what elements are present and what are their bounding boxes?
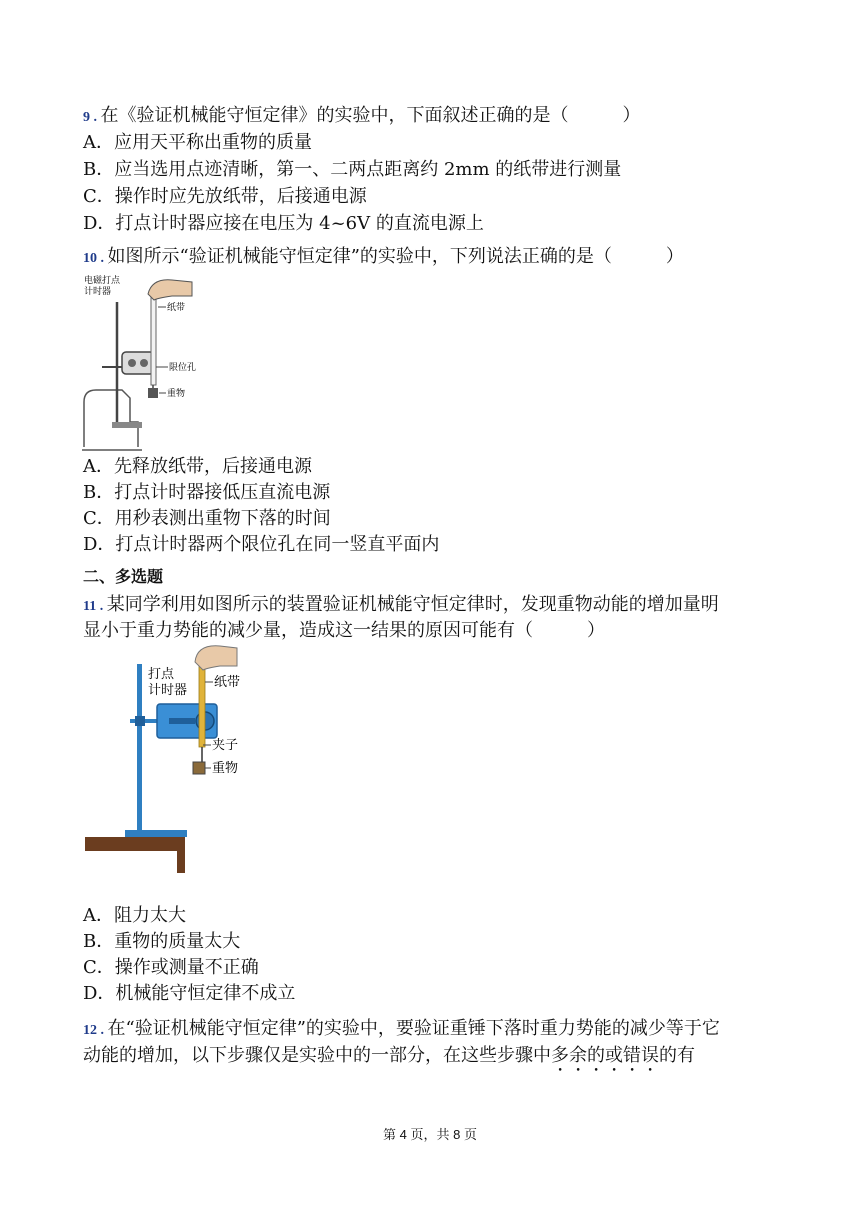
- q9-stem-text: 在《验证机械能守恒定律》的实验中，下面叙述正确的是（ ）: [100, 105, 641, 126]
- q11-label-tape: 纸带: [214, 674, 241, 689]
- q10-apparatus-figure: [82, 272, 197, 452]
- q11-option-a[interactable]: A．阻力太大: [83, 905, 186, 926]
- q11-stem-line2: 显小于重力势能的减少量，造成这一结果的原因可能有（ ）: [83, 620, 605, 641]
- q10-number: 10: [83, 251, 97, 266]
- q11-label-timer1: 打点: [148, 666, 175, 681]
- q12-stem-text-2b: 的有: [659, 1045, 695, 1066]
- q11-label-clip: 夹子: [212, 737, 239, 752]
- q11-number: 11: [83, 599, 97, 614]
- q10-label-limit-hole: 限位孔: [169, 362, 197, 372]
- q9-option-c[interactable]: C．操作时应先放纸带，后接通电源: [83, 186, 367, 207]
- q11-option-d[interactable]: D．机械能守恒定律不成立: [83, 983, 296, 1004]
- q10-label-timer2: 计时器: [84, 286, 112, 296]
- q10-stem-text: 如图所示“验证机械能守恒定律”的实验中，下列说法正确的是（ ）: [107, 246, 684, 267]
- q9-option-a[interactable]: A．应用天平称出重物的质量: [83, 132, 312, 153]
- q11-stem-text-1: 某同学利用如图所示的装置验证机械能守恒定律时，发现重物动能的增加量明: [106, 594, 719, 615]
- q10-label-tape: 纸带: [167, 302, 186, 312]
- q10-option-b[interactable]: B．打点计时器接低压直流电源: [83, 482, 331, 503]
- q10-stem: 10 . 如图所示“验证机械能守恒定律”的实验中，下列说法正确的是（ ）: [83, 246, 684, 267]
- q9-option-d[interactable]: D．打点计时器应接在电压为 4~6V 的直流电源上: [83, 213, 484, 234]
- q12-stem-text-2a: 动能的增加，以下步骤仅是实验中的一部分，在这些步骤中: [83, 1045, 551, 1066]
- q12-number: 12: [83, 1023, 97, 1038]
- q11-option-c[interactable]: C．操作或测量不正确: [83, 957, 259, 978]
- q10-option-d[interactable]: D．打点计时器两个限位孔在同一竖直平面内: [83, 534, 440, 555]
- q12-stem-text-1: 在“验证机械能守恒定律”的实验中，要验证重锤下落时重力势能的减少等于它: [107, 1018, 720, 1039]
- q10-label-weight: 重物: [167, 388, 186, 398]
- page-footer: 第 4 页，共 8 页: [383, 1127, 477, 1142]
- q10-option-a[interactable]: A．先释放纸带，后接通电源: [83, 456, 312, 477]
- section-multiple-choice-heading: 二、多选题: [83, 569, 164, 586]
- q11-label-timer2: 计时器: [148, 682, 188, 697]
- q9-option-b[interactable]: B．应当选用点迹清晰，第一、二两点距离约 2mm 的纸带进行测量: [83, 159, 622, 180]
- q11-option-b[interactable]: B．重物的质量太大: [83, 931, 241, 952]
- q12-emphasized-phrase: 多余的或错误: [551, 1045, 659, 1066]
- q9-stem: 9 . 在《验证机械能守恒定律》的实验中，下面叙述正确的是（ ）: [83, 105, 641, 126]
- q12-stem-line1: 12 . 在“验证机械能守恒定律”的实验中，要验证重锤下落时重力势能的减少等于它: [83, 1018, 720, 1039]
- q11-apparatus-figure: [85, 644, 250, 874]
- q11-stem-line1: 11 . 某同学利用如图所示的装置验证机械能守恒定律时，发现重物动能的增加量明: [83, 594, 719, 615]
- q10-label-timer1: 电磁打点: [84, 275, 121, 285]
- q11-label-weight: 重物: [212, 760, 239, 775]
- q9-number: 9: [83, 110, 90, 125]
- q12-stem-line2: [83, 1043, 695, 1076]
- q10-option-c[interactable]: C．用秒表测出重物下落的时间: [83, 508, 331, 529]
